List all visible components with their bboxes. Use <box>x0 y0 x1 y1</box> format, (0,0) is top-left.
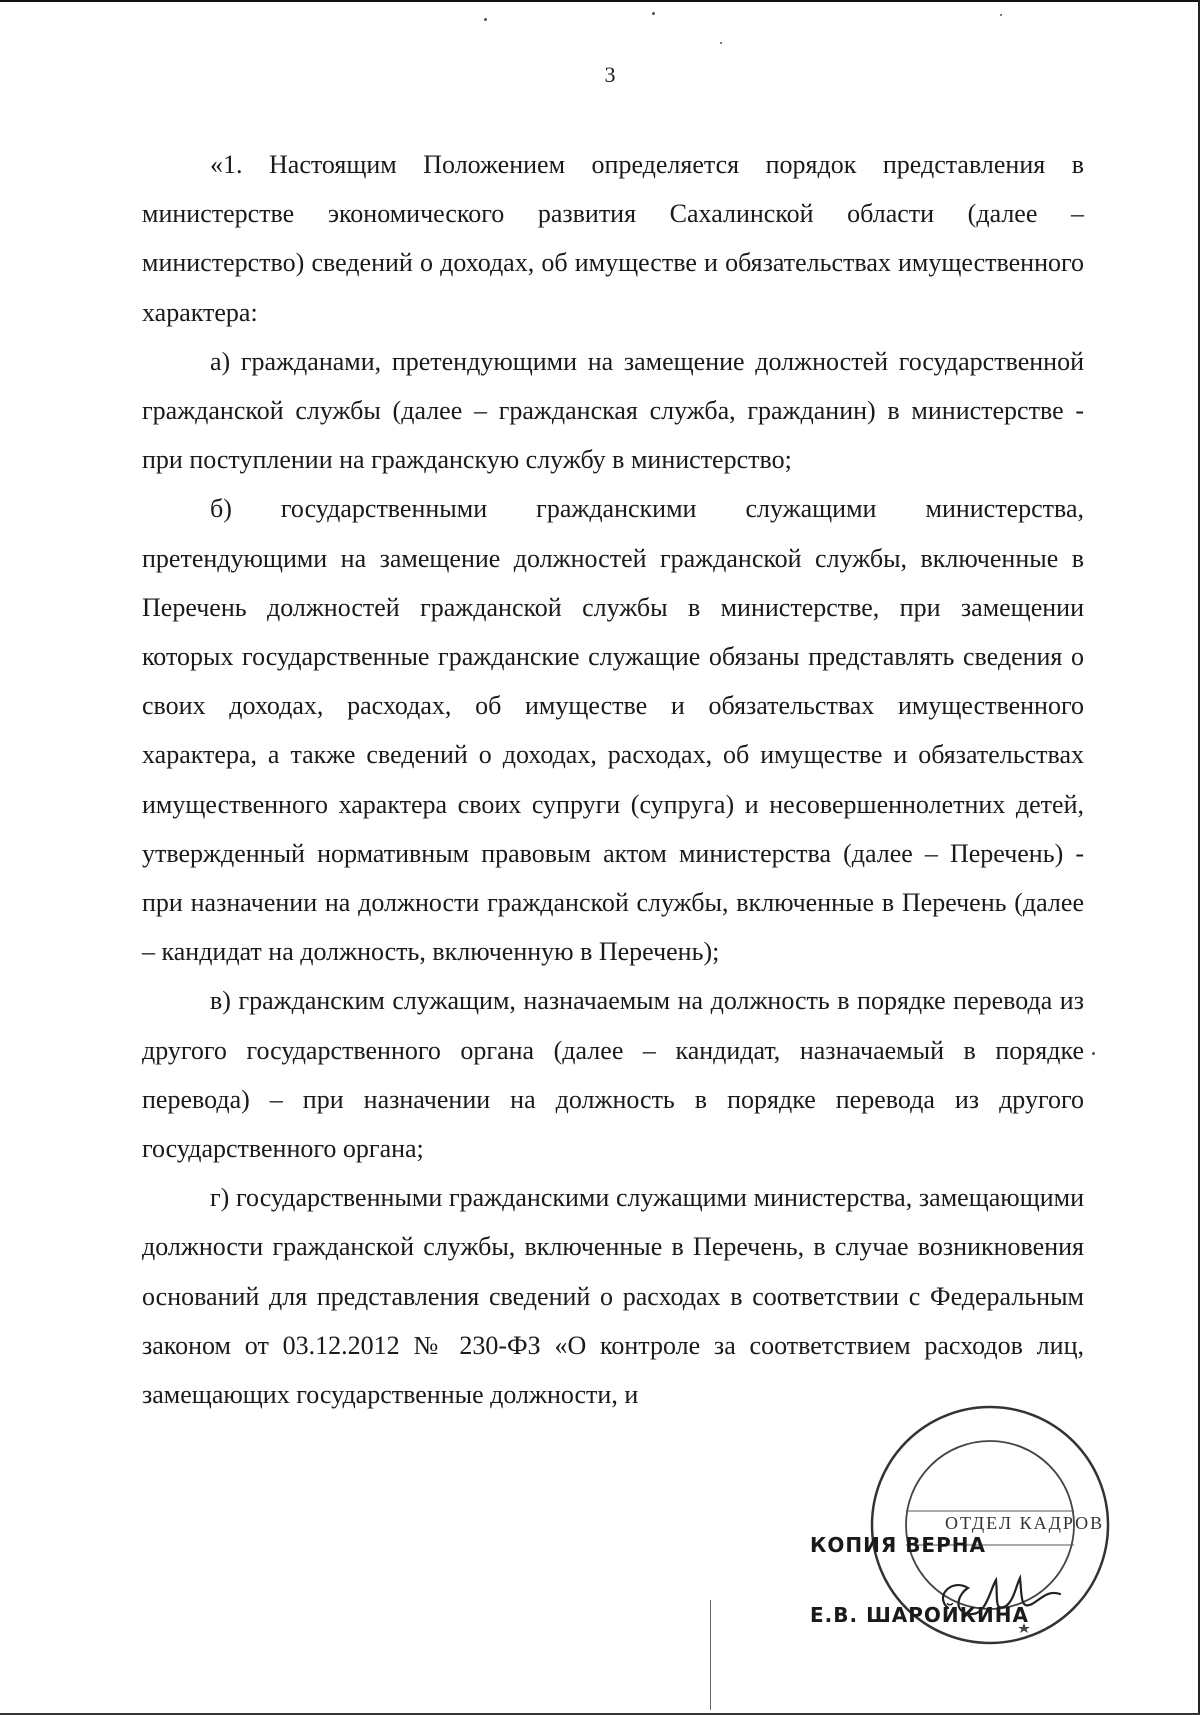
scan-speck <box>652 12 655 15</box>
paragraph-v: в) гражданским служащим, назначаемым на должность в порядке перевода из другого государственного органа (далее – кандидат, назначаемый в порядке перевода) – при назначении на должность в порядке перевода из другого государственного органа; <box>142 986 1084 1164</box>
paragraph-b: б) государственными гражданскими служащими министерства, претендующими на замещение должностей гражданской службы, включенные в Перечень должностей гражданской службы в министерстве, при замещении которых государственные гражданские служащие обязаны представлять сведения о своих доходах, расходах, об имуществе и обязательствах имущественного характера, а также сведений о доходах, расходах, об имуществе и обязательствах имущественного характера своих супруги (супруга) и несовершеннолетних детей, утвержденный нормативным правовым актом министерства (далее – Перечень) - при назначении на должности гражданской службы, включенные в Перечень (далее – кандидат на должность, включенную в Перечень); <box>142 494 1084 967</box>
paragraph-intro: «1. Настоящим Положением определяется порядок представления в министерстве экономического развития Сахалинской области (далее – министерство) сведений о доходах, об имуществе и обязательствах имущественного характера: <box>142 150 1084 327</box>
signer-name: Е.В. ШАРОЙКИНА <box>810 1603 1029 1627</box>
scan-artifact-line <box>710 1600 711 1710</box>
copy-label: КОПИЯ ВЕРНА <box>810 1533 986 1557</box>
handwritten-signature <box>930 1560 1080 1630</box>
stamp-department: ОТДЕЛ КАДРОВ <box>945 1513 1105 1533</box>
document-body <box>142 140 1084 1419</box>
scan-border-top <box>0 0 1200 2</box>
page-number: 3 <box>604 62 616 87</box>
scan-speck <box>1092 1052 1095 1055</box>
paragraph-a: а) гражданами, претендующими на замещение должностей государственной гражданской службы (далее – гражданская служба, гражданин) в министерстве - при поступлении на гражданскую службу в министерство; <box>142 346 1084 475</box>
scan-speck <box>484 18 487 21</box>
paragraph-g: г) государственными гражданскими служащими министерства, замещающими должности гражданской службы, включенные в Перечень, в случае возникновения оснований для представления сведений о расходах в соответствии с Федеральным законом от 03.12.2012 № 230-ФЗ «О контроле за соответствием расходов лиц, замещающих государственные должности, и <box>142 1183 1084 1410</box>
scan-speck <box>1000 14 1002 16</box>
scan-speck <box>720 42 722 44</box>
